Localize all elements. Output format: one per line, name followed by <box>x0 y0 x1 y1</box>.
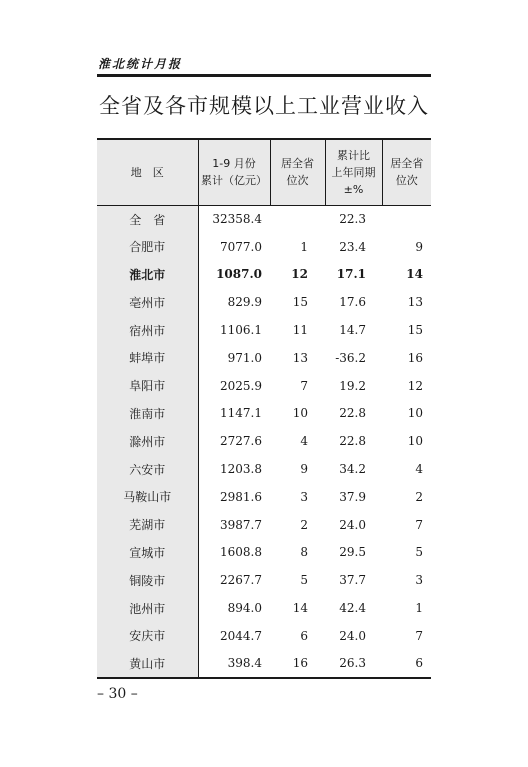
growth-cell: 17.1 <box>336 267 366 282</box>
growth-cell: 17.6 <box>339 295 366 310</box>
value-cell: 32358.4 <box>212 212 262 227</box>
region-cell: 宿州市 <box>97 316 198 344</box>
table-row <box>97 594 431 622</box>
table-row <box>97 372 431 400</box>
table-row <box>97 427 431 455</box>
region-cell: 宣城市 <box>97 539 198 567</box>
growth-cell: 23.4 <box>339 239 366 254</box>
table-row <box>97 400 431 428</box>
growth-cell: 42.4 <box>339 601 366 616</box>
growth-rank-cell <box>382 205 431 233</box>
region-cell: 黄山市 <box>97 650 198 678</box>
region-cell: 芜湖市 <box>97 511 198 539</box>
column-header-line: 1-9 月份 <box>212 157 256 171</box>
value-cell: 1203.8 <box>220 462 262 477</box>
rank-cell: 12 <box>291 267 308 282</box>
rank-cell: 10 <box>292 406 308 421</box>
growth-rank-cell: 4 <box>415 462 423 477</box>
column-header-line: 累计（亿元） <box>201 174 267 188</box>
value-cell: 1087.0 <box>216 267 262 282</box>
value-cell: 894.0 <box>227 601 262 616</box>
growth-cell: 22.3 <box>339 212 366 227</box>
growth-rank-cell: 14 <box>406 267 423 282</box>
growth-cell: 14.7 <box>339 323 366 338</box>
value-cell: 1147.1 <box>220 406 262 421</box>
region-cell: 淮北市 <box>97 261 198 289</box>
rank-cell: 8 <box>300 545 308 560</box>
value-cell: 2267.7 <box>220 573 262 588</box>
table-row <box>97 650 431 678</box>
growth-rank-cell: 9 <box>415 239 423 254</box>
region-cell: 铜陵市 <box>97 566 198 594</box>
column-header-line: 累计比 <box>337 148 370 162</box>
region-cell: 淮南市 <box>97 400 198 428</box>
growth-rank-cell: 15 <box>407 323 423 338</box>
table-header-row <box>97 139 431 205</box>
column-header-line: 上年同期 <box>331 165 376 179</box>
page-title: 全省及各市规模以上工业营业收入 <box>99 94 429 118</box>
value-cell: 2044.7 <box>220 628 262 643</box>
growth-rank-cell: 3 <box>415 573 423 588</box>
rank-cell: 1 <box>300 239 308 254</box>
table-row <box>97 288 431 316</box>
growth-cell: -36.2 <box>335 350 366 365</box>
growth-cell: 22.8 <box>339 434 366 449</box>
table-row <box>97 539 431 567</box>
column-header <box>97 139 198 205</box>
column-header <box>270 139 325 205</box>
value-cell: 398.4 <box>198 650 270 678</box>
growth-rank-cell: 2 <box>415 489 423 504</box>
value-cell: 3987.7 <box>220 517 262 532</box>
region-cell: 滁州市 <box>97 427 198 455</box>
value-cell: 2025.9 <box>220 378 262 393</box>
region-cell: 安庆市 <box>97 622 198 650</box>
growth-rank-cell: 13 <box>407 295 423 310</box>
rank-cell: 6 <box>300 628 308 643</box>
region-cell: 亳州市 <box>97 288 198 316</box>
table-row <box>97 344 431 372</box>
growth-cell: 37.9 <box>339 489 366 504</box>
table-row <box>97 205 431 233</box>
column-header <box>325 139 382 205</box>
value-cell: 971.0 <box>227 350 262 365</box>
value-cell: 1106.1 <box>220 323 262 338</box>
value-cell: 2727.6 <box>220 434 262 449</box>
growth-cell: 22.8 <box>339 406 366 421</box>
rank-cell: 11 <box>292 323 308 338</box>
table-row <box>97 566 431 594</box>
table-row <box>97 511 431 539</box>
region-cell: 蚌埠市 <box>97 344 198 372</box>
rank-cell: 2 <box>300 517 308 532</box>
growth-rank-cell: 10 <box>407 434 423 449</box>
column-header <box>382 139 431 205</box>
growth-cell: 26.3 <box>325 650 382 678</box>
value-cell: 829.9 <box>227 295 262 310</box>
table-body <box>97 205 431 678</box>
growth-rank-cell: 5 <box>415 545 423 560</box>
header-rule <box>97 74 431 77</box>
column-header-line: 居全省 <box>390 157 424 171</box>
table-row <box>97 233 431 261</box>
rank-cell: 14 <box>292 601 308 616</box>
rank-cell: 3 <box>300 489 308 504</box>
rank-cell: 4 <box>300 434 308 449</box>
region-cell: 马鞍山市 <box>97 483 198 511</box>
growth-rank-cell: 7 <box>415 517 423 532</box>
table-row <box>97 261 431 289</box>
value-cell: 1608.8 <box>220 545 262 560</box>
value-cell: 7077.0 <box>220 239 262 254</box>
growth-cell: 19.2 <box>339 378 366 393</box>
growth-rank-cell: 12 <box>407 378 423 393</box>
column-header <box>198 139 270 205</box>
growth-cell: 34.2 <box>339 462 366 477</box>
growth-cell: 37.7 <box>339 573 366 588</box>
revenue-table <box>97 138 431 679</box>
growth-rank-cell: 6 <box>382 650 431 678</box>
region-cell: 六安市 <box>97 455 198 483</box>
growth-cell: 29.5 <box>339 545 366 560</box>
column-header-line: 位次 <box>286 174 309 188</box>
growth-cell: 24.0 <box>339 628 366 643</box>
rank-cell: 13 <box>292 350 308 365</box>
rank-cell: 15 <box>292 295 308 310</box>
region-cell: 全 省 <box>97 205 198 233</box>
journal-header: 淮北统计月报 <box>98 57 183 71</box>
value-cell: 2981.6 <box>220 489 262 504</box>
table-row <box>97 316 431 344</box>
region-cell: 池州市 <box>97 594 198 622</box>
column-header-line: 位次 <box>395 174 418 188</box>
rank-cell <box>270 205 325 233</box>
column-header-line: 地 区 <box>130 165 164 179</box>
column-header-line: ±% <box>343 182 364 196</box>
rank-cell: 7 <box>300 378 308 393</box>
rank-cell: 16 <box>270 650 325 678</box>
table-row <box>97 455 431 483</box>
growth-rank-cell: 10 <box>407 406 423 421</box>
region-cell: 合肥市 <box>97 233 198 261</box>
table-row <box>97 622 431 650</box>
table-row <box>97 483 431 511</box>
growth-rank-cell: 7 <box>415 628 423 643</box>
region-cell: 阜阳市 <box>97 372 198 400</box>
rank-cell: 5 <box>300 573 308 588</box>
growth-rank-cell: 1 <box>415 601 423 616</box>
growth-cell: 24.0 <box>339 517 366 532</box>
growth-rank-cell: 16 <box>407 350 423 365</box>
rank-cell: 9 <box>300 462 308 477</box>
page-number: – 30 – <box>97 686 138 702</box>
column-header-line: 居全省 <box>281 157 314 171</box>
